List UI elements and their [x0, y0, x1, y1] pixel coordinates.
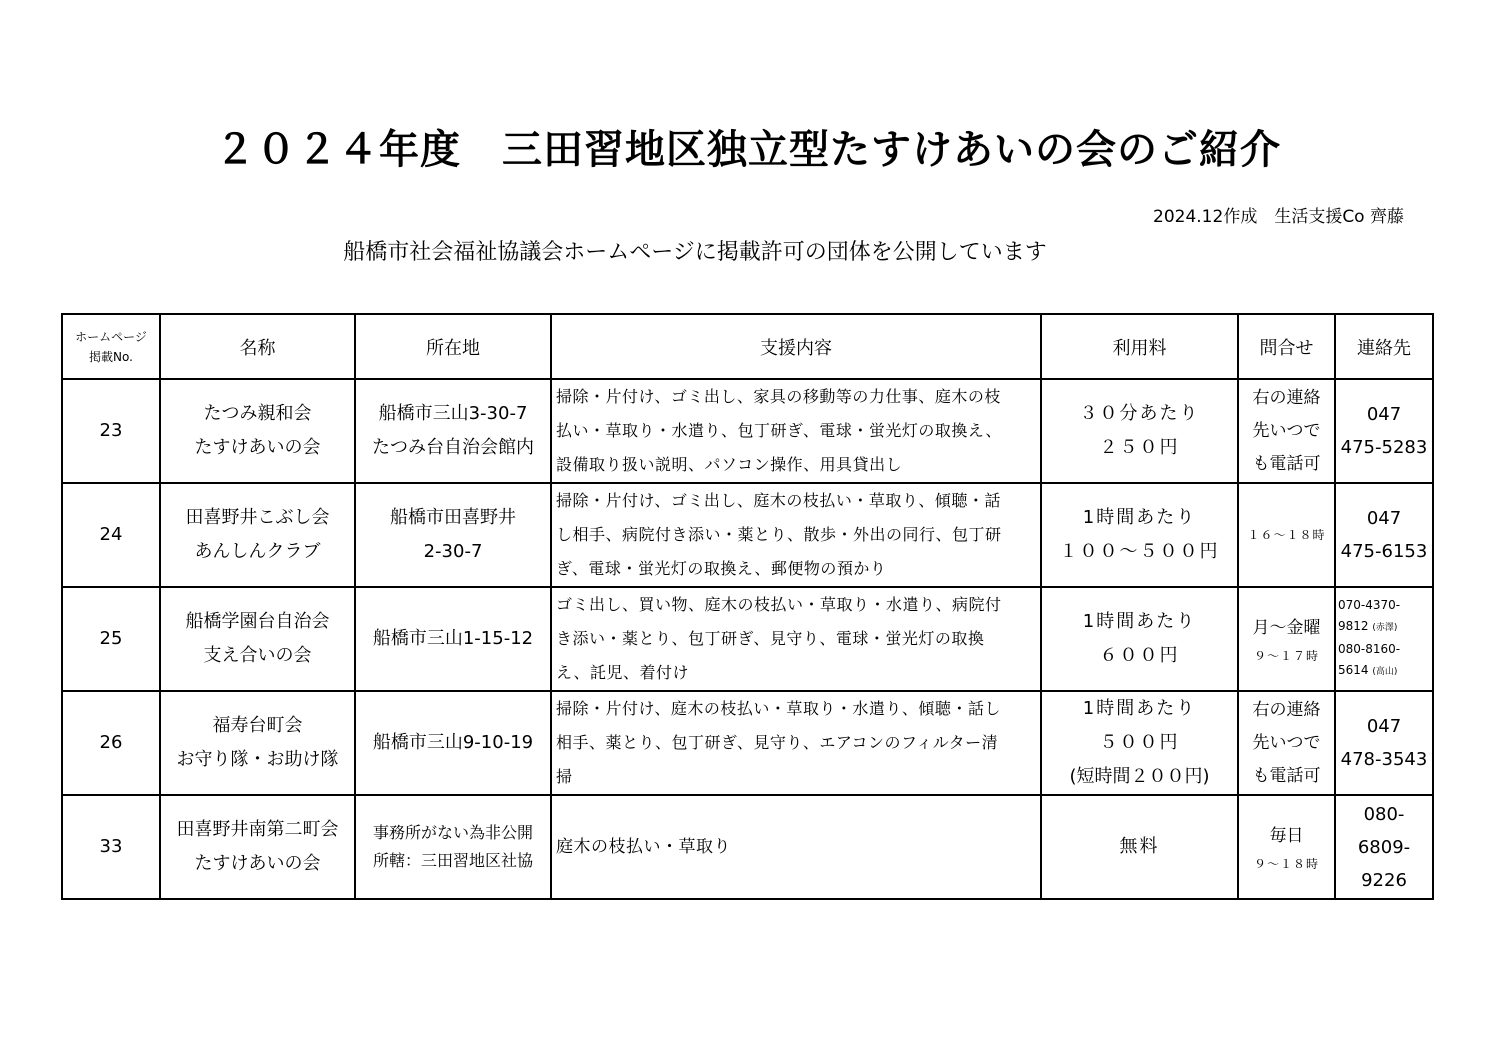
row-no: 24 [62, 483, 160, 587]
contact-line1: 047 [1366, 508, 1402, 529]
contact-line3: 9226 [1361, 869, 1407, 891]
header-fee: 利用料 [1041, 314, 1238, 379]
support-line1: 掃除・片付け、庭木の枝払い・草取り・水遣り、傾聴・話し [556, 699, 1001, 718]
row-inquiry [1238, 691, 1335, 795]
inquiry-line1: 右の連絡 [1252, 699, 1321, 720]
contact-person-note: (高山) [1372, 667, 1398, 677]
creation-credit: 2024.12作成 生活支援Co 齊藤 [1153, 207, 1404, 227]
row-fee [1041, 379, 1238, 483]
name-line2: お守り隊・お助け隊 [176, 749, 339, 770]
row-contact [1335, 795, 1433, 899]
row-inquiry [1238, 587, 1335, 691]
fee-line1: 1時間あたり [1082, 507, 1197, 528]
header-name: 名称 [160, 314, 355, 379]
contact-number-part: 5614 [1338, 663, 1369, 677]
row-support [551, 795, 1041, 899]
header-hp-no-line1: ホームページ [75, 329, 147, 344]
support-line3: ぎ、電球・蛍光灯の取換え、郵便物の預かり [556, 559, 887, 578]
inquiry-line3: も電話可 [1252, 453, 1321, 474]
table-header-row [62, 314, 1433, 379]
row-no: 26 [62, 691, 160, 795]
fee-line2: ５００円 [1099, 732, 1180, 753]
fee-line3: (短時間２００円) [1069, 766, 1210, 787]
row-fee [1041, 483, 1238, 587]
location-line1: 船橋市三山3-30-7 [378, 403, 528, 424]
row-fee [1041, 587, 1238, 691]
row-fee [1041, 691, 1238, 795]
support-line2: 払い・草取り・水遣り、包丁研ぎ、電球・蛍光灯の取換え、 [556, 421, 1002, 440]
contact-line2: 6809- [1357, 836, 1411, 858]
name-line2: たすけあいの会 [194, 437, 321, 458]
support-line2: 相手、薬とり、包丁研ぎ、見守り、エアコンのフィルター清 [556, 733, 999, 752]
table-row [62, 587, 1433, 691]
row-location [355, 379, 551, 483]
row-name [160, 379, 355, 483]
name-line1: 田喜野井こぶし会 [185, 507, 330, 528]
name-line2: あんしんクラブ [194, 541, 321, 562]
name-line1: 船橋学園台自治会 [185, 611, 330, 632]
support-line1: 掃除・片付け、ゴミ出し、庭木の枝払い・草取り、傾聴・話 [556, 491, 1001, 510]
row-support [551, 379, 1041, 483]
inquiry-line2: 先いつで [1252, 420, 1321, 441]
row-location [355, 483, 551, 587]
header-hp-no-line2: 掲載No. [89, 349, 133, 364]
fee-line2: １００～５００円 [1059, 541, 1220, 562]
page-subtitle: 船橋市社会福祉協議会ホームページに掲載許可の団体を公開しています [343, 240, 1047, 265]
row-name [160, 691, 355, 795]
organizations-table [61, 313, 1434, 900]
row-contact [1335, 379, 1433, 483]
name-line1: 田喜野井南第二町会 [176, 819, 339, 840]
page-title: ２０２４年度 三田習地区独立型たすけあいの会のご紹介 [215, 127, 1281, 173]
row-no: 25 [62, 587, 160, 691]
contact-number-part: 9812 [1338, 619, 1369, 633]
row-support [551, 691, 1041, 795]
contact-line2 [1338, 616, 1432, 639]
name-line2: 支え合いの会 [203, 645, 312, 666]
location-line1: 船橋市三山1-15-12 [372, 628, 534, 649]
inquiry-line1: 月～金曜 [1252, 617, 1321, 638]
row-inquiry [1238, 483, 1335, 587]
row-contact [1335, 483, 1433, 587]
row-no: 33 [62, 795, 160, 899]
header-support: 支援内容 [551, 314, 1041, 379]
contact-line1: 047 [1366, 716, 1402, 737]
location-line2: たつみ台自治会館内 [372, 437, 534, 458]
location-line1: 事務所がない為非公開 [372, 823, 533, 842]
row-support [551, 483, 1041, 587]
fee-line2: ６００円 [1099, 645, 1180, 666]
support-line2: き添い・薬とり、包丁研ぎ、見守り、電球・蛍光灯の取換 [556, 629, 985, 648]
header-hp-no [62, 314, 160, 379]
row-no: 23 [62, 379, 160, 483]
contact-person-note: (赤澤) [1372, 623, 1398, 633]
contact-line2: 475-5283 [1340, 437, 1428, 458]
row-support [551, 587, 1041, 691]
contact-line2: 475-6153 [1340, 541, 1428, 562]
support-line3: 設備取り扱い説明、パソコン操作、用具貸出し [556, 455, 903, 474]
support-line1: 掃除・片付け、ゴミ出し、家具の移動等の力仕事、庭木の枝 [556, 387, 1001, 406]
location-line2: 所轄：三田習地区社協 [372, 851, 533, 870]
location-line1: 船橋市田喜野井 [390, 507, 516, 528]
name-line2: たすけあいの会 [194, 853, 321, 874]
contact-line1: 047 [1366, 404, 1402, 425]
header-inquiry: 問合せ [1238, 314, 1335, 379]
contact-line4 [1338, 660, 1432, 683]
support-line3: え、託児、着付け [556, 663, 689, 682]
inquiry-line1: 毎日 [1269, 825, 1304, 846]
row-name [160, 483, 355, 587]
row-contact [1335, 691, 1433, 795]
location-line1: 船橋市三山9-10-19 [372, 732, 534, 753]
table-row [62, 483, 1433, 587]
inquiry-line3: も電話可 [1252, 765, 1321, 786]
table-row [62, 379, 1433, 483]
name-line1: たつみ親和会 [203, 403, 312, 424]
fee-line1: 1時間あたり [1082, 611, 1197, 632]
row-contact [1335, 587, 1433, 691]
inquiry-line1: 右の連絡 [1252, 387, 1321, 408]
row-location [355, 691, 551, 795]
fee-line2: ２５０円 [1099, 437, 1180, 458]
row-location [355, 587, 551, 691]
location-line2: 2-30-7 [423, 541, 483, 562]
name-line1: 福寿台町会 [212, 715, 303, 736]
row-name [160, 795, 355, 899]
inquiry-line2: 先いつで [1252, 732, 1321, 753]
row-location [355, 795, 551, 899]
fee-line1: 1時間あたり [1082, 698, 1197, 719]
inquiry-line2: ９～１７時 [1253, 648, 1319, 663]
support-line2: し相手、病院付き添い・薬とり、散歩・外出の同行、包丁研 [556, 525, 1002, 544]
contact-line3: 080-8160- [1338, 642, 1401, 656]
inquiry-line1: １６～１８時 [1247, 527, 1326, 542]
header-contact: 連絡先 [1335, 314, 1433, 379]
support-line1: 庭木の枝払い・草取り [556, 837, 731, 857]
row-inquiry [1238, 379, 1335, 483]
header-location: 所在地 [355, 314, 551, 379]
contact-line1: 070-4370- [1338, 598, 1401, 612]
row-name [160, 587, 355, 691]
support-line1: ゴミ出し、買い物、庭木の枝払い・草取り・水遣り、病院付 [556, 595, 1002, 614]
contact-line1: 080- [1363, 803, 1405, 825]
table-row [62, 795, 1433, 899]
row-fee [1041, 795, 1238, 899]
row-inquiry [1238, 795, 1335, 899]
fee-line1: 無料 [1119, 836, 1160, 857]
fee-line1: ３０分あたり [1079, 403, 1200, 424]
contact-line2: 478-3543 [1340, 749, 1428, 770]
inquiry-line2: ９～１８時 [1253, 856, 1319, 871]
table-row [62, 691, 1433, 795]
support-line3: 掃 [556, 767, 573, 786]
